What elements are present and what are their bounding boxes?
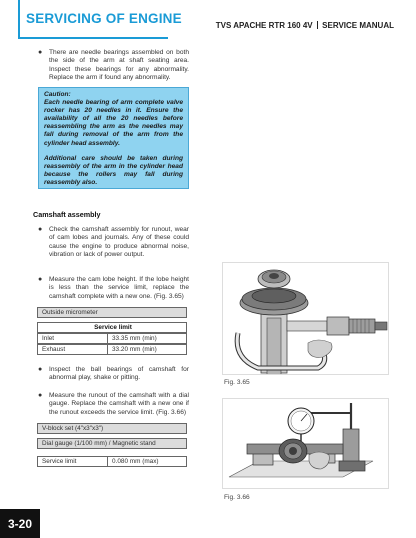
tool-row-v-block bbox=[37, 423, 187, 434]
bullet-dot: ● bbox=[38, 49, 43, 56]
tool-label: Dial gauge (1/100 mm) / Magnetic stand bbox=[42, 440, 156, 447]
limit-value-exhaust: 33.20 mm (min) bbox=[112, 346, 157, 353]
service-limit-header-row bbox=[37, 322, 187, 333]
bullet-dot: ● bbox=[38, 226, 43, 233]
camshaft-bullet-3-text: Inspect the ball bearings of camshaft for abnormal play, shake or pitting. bbox=[49, 366, 189, 382]
figure-caption-3-66: Fig. 3.66 bbox=[224, 494, 250, 501]
manual-model: TVS APACHE RTR 160 4V bbox=[215, 21, 313, 30]
bullet-dot: ● bbox=[38, 276, 43, 283]
section-title: SERVICING OF ENGINE bbox=[26, 11, 182, 26]
camshaft-bullet-4-text: Measure the runout of the camshaft with a dial gauge. Replace the camshaft with a new one if the runout exceeds the service limit. (Fig. 3.66) bbox=[49, 392, 189, 416]
caution-paragraph-2: Additional care should be taken during reassembly of the arm in the cylinder head because the rollers may fall during reassembly also. bbox=[44, 154, 183, 186]
tool-row-dial-gauge bbox=[37, 438, 187, 449]
limit-label-exhaust: Exhaust bbox=[38, 345, 108, 354]
runout-limit-label: Service limit bbox=[38, 457, 108, 466]
camshaft-bullet-1 bbox=[38, 226, 189, 259]
figure-runout-measurement bbox=[222, 398, 389, 489]
tool-label: Outside micrometer bbox=[42, 309, 98, 316]
table-row bbox=[37, 333, 187, 344]
table-row bbox=[37, 344, 187, 355]
caution-paragraph-1: Each needle bearing of arm complete valve rocker has 20 needles in it. Ensure the availability of all the 20 needles before reassembling the arm as the needles may fall during removal of the arm from the cylinder head assembly. bbox=[44, 99, 183, 147]
intro-bullet bbox=[38, 49, 189, 82]
title-separator bbox=[317, 21, 319, 29]
caution-box bbox=[38, 87, 189, 189]
manual-subtitle: SERVICE MANUAL bbox=[322, 21, 394, 30]
camshaft-bullet-1-text: Check the camshaft assembly for runout, wear of cam lobes and journals. Any of these could cause the engine to produce abnormal noise, vibration or lack of power output. bbox=[49, 226, 189, 258]
limit-label-inlet: Inlet bbox=[38, 334, 108, 343]
camshaft-bullet-2 bbox=[38, 276, 189, 301]
tool-label: V-block set (4"x3"x3") bbox=[42, 425, 104, 432]
runout-limit-value: 0.080 mm (max) bbox=[112, 458, 159, 465]
dial-gauge-illustration bbox=[223, 399, 389, 489]
camshaft-bullet-3 bbox=[38, 366, 189, 383]
figure-cam-lobe-measurement bbox=[222, 262, 389, 375]
camshaft-bullet-4 bbox=[38, 392, 189, 417]
header-accent-rule bbox=[18, 0, 20, 38]
figure-caption-3-65: Fig. 3.65 bbox=[224, 379, 250, 386]
bullet-dot: ● bbox=[38, 366, 43, 373]
bullet-dot: ● bbox=[38, 392, 43, 399]
micrometer-illustration bbox=[223, 263, 389, 375]
service-limit-header: Service limit bbox=[94, 324, 132, 331]
page-number: 3-20 bbox=[0, 509, 40, 538]
camshaft-bullet-2-text: Measure the cam lobe height. If the lobe height is less than the service limit, replace the camshaft complete with a new one. (Fig. 3.65) bbox=[49, 276, 189, 300]
camshaft-section-title: Camshaft assembly bbox=[33, 210, 101, 219]
runout-limit-row bbox=[37, 456, 187, 467]
intro-bullet-text: There are needle bearings assembled on both the side of the arm at shaft seating area. Inspect these bearings for any abnormality. Replace the arm if found any abnormality. bbox=[49, 49, 189, 81]
header-underline bbox=[18, 37, 168, 39]
tool-row-micrometer bbox=[37, 307, 187, 318]
limit-value-inlet: 33.35 mm (min) bbox=[112, 335, 157, 342]
manual-title bbox=[216, 21, 394, 30]
caution-heading: Caution: bbox=[44, 91, 71, 98]
